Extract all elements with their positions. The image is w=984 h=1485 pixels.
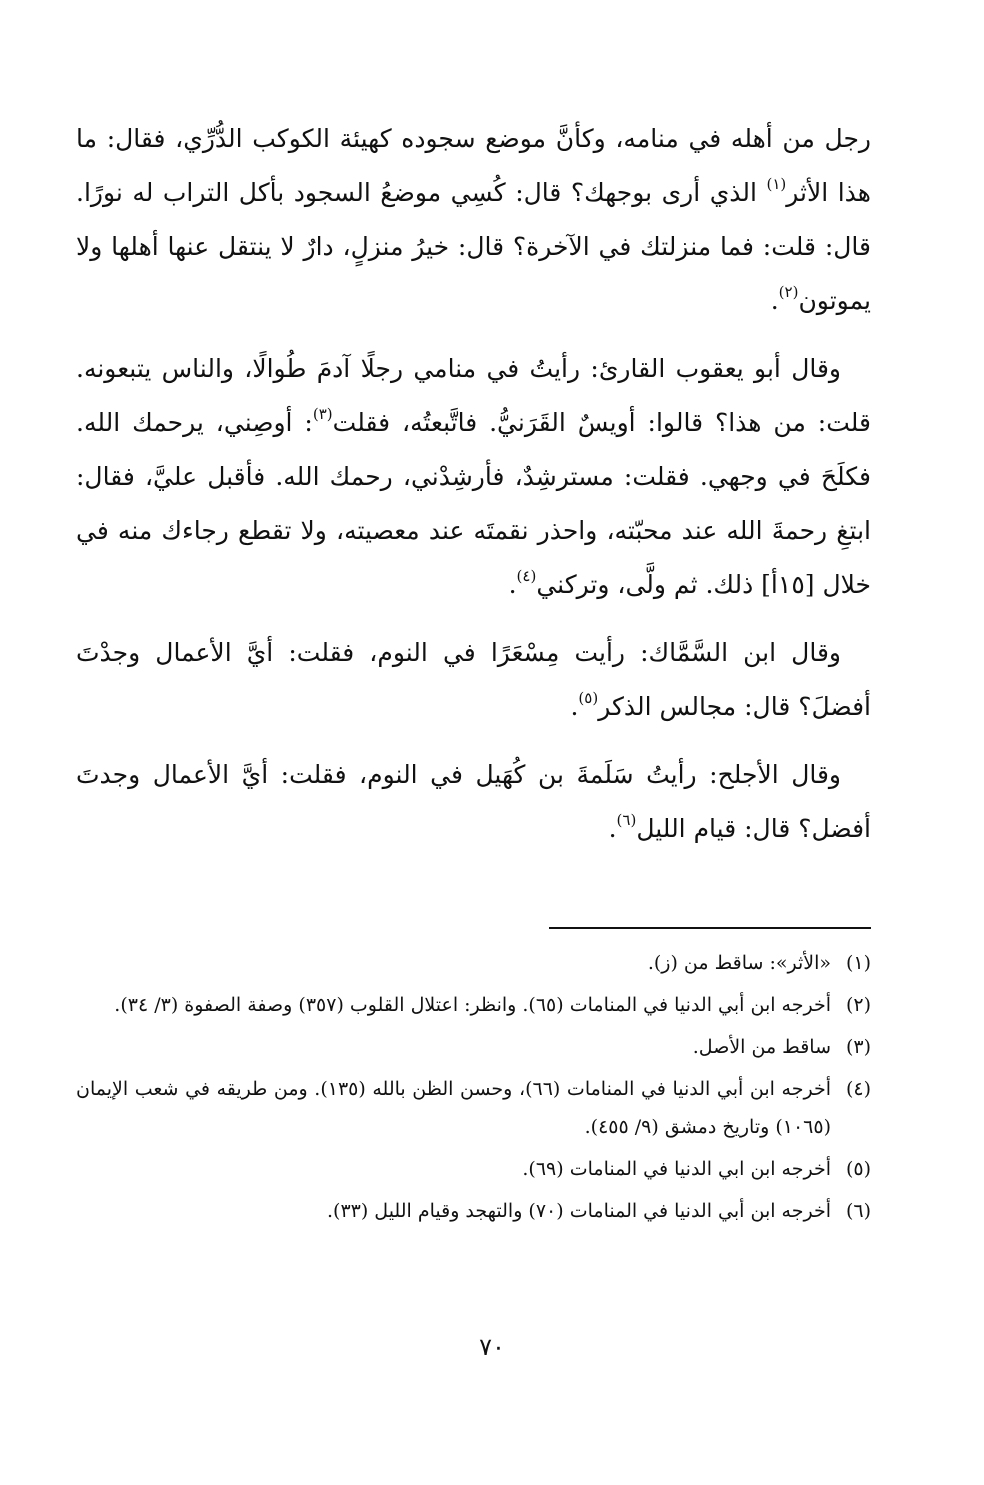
- footnote-number: (٢): [845, 994, 871, 1016]
- footnote-4: [76, 1070, 871, 1146]
- footnote-3: [76, 1028, 871, 1066]
- footnote-ref[interactable]: (١): [766, 175, 787, 193]
- footnote-divider: [549, 927, 871, 929]
- footnote-ref[interactable]: (٥): [578, 689, 599, 707]
- footnote-number: (٤): [845, 1078, 871, 1100]
- footnote-2: [76, 986, 871, 1024]
- paragraph-text: وقال ابن السَّمَّاك: رأيت مِسْعَرًا في النوم، فقلت: أيَّ الأعمال وجدْتَ أفضلَ؟ قال: مجالس الذكر: [76, 638, 871, 721]
- footnote-6: [76, 1192, 871, 1230]
- footnote-ref[interactable]: (٢): [778, 283, 799, 301]
- footnote-text: ساقط من الأصل.: [692, 1036, 831, 1058]
- paragraph-text: الذي أرى بوجهك؟ قال: كُسِي موضعُ السجود بأكل التراب له نورًا. قال: قلت: فما منزلتك في الآخرة؟ قال: خيرُ منزلٍ، دارٌ لا ينتقل عنها أهلها ولا يموتون: [76, 178, 871, 315]
- footnote-number: (٣): [845, 1036, 871, 1058]
- footnote-ref[interactable]: (٦): [616, 811, 637, 829]
- footnote-text: أخرجه ابن أبي الدنيا في المنامات (٧٠) والتهجد وقيام الليل (٣٣).: [326, 1200, 831, 1222]
- footnote-text: «الأثر»: ساقط من (ز).: [647, 952, 831, 974]
- paragraph-end: .: [508, 570, 517, 599]
- footnotes-list: [76, 944, 871, 1234]
- footnote-1: [76, 944, 871, 982]
- footnote-text: أخرجه ابن ابي الدنيا في المنامات (٦٩).: [522, 1158, 831, 1180]
- footnote-number: (٦): [845, 1200, 871, 1222]
- paragraph-3: [76, 626, 871, 734]
- paragraph-end: .: [608, 814, 617, 843]
- main-text: [76, 112, 871, 870]
- paragraph-1: [76, 112, 871, 328]
- footnote-number: (١): [845, 952, 871, 974]
- paragraph-2: [76, 342, 871, 612]
- footnote-ref[interactable]: (٤): [516, 567, 537, 585]
- page-number: ٧٠: [479, 1333, 505, 1361]
- paragraph-end: .: [570, 692, 579, 721]
- paragraph-4: [76, 748, 871, 856]
- footnote-text: أخرجه ابن أبي الدنيا في المنامات (٦٦)، وحسن الظن بالله (١٣٥). ومن طريقه في شعب الإيمان (١٠٦٥) وتاريخ دمشق (٩/ ٤٥٥).: [76, 1078, 831, 1138]
- paragraph-text: : أوصِني، يرحمك الله. فكلَحَ في وجهي. فقلت: مسترشِدٌ، فأرشِدْني، رحمك الله. فأقبل عليَّ، فقال: ابتغِ رحمةَ الله عند محبّته، واحذر نقمتَه عند معصيته، ولا تقطع رجاءك منه في خلال [١٥أ] ذلك. ثم ولَّى، وتركني: [76, 408, 871, 599]
- footnote-number: (٥): [845, 1158, 871, 1180]
- footnote-ref[interactable]: (٣): [312, 405, 333, 423]
- footnote-text: أخرجه ابن أبي الدنيا في المنامات (٦٥). وانظر: اعتلال القلوب (٣٥٧) وصفة الصفوة (٣/ ٣٤).: [114, 994, 831, 1016]
- footnote-5: [76, 1150, 871, 1188]
- paragraph-end: .: [770, 286, 779, 315]
- paragraph-text: رجل من أهله في منامه، وكأنَّ موضع سجوده كهيئة الكوكب الدُّرِّي، فقال: ما هذا الأثر: [76, 124, 871, 207]
- paragraph-text: وقال أبو يعقوب القارئ: رأيتُ في منامي رجلًا آدمَ طُوالًا، والناس يتبعونه. قلت: من هذا؟ قالوا: أويسٌ القَرَنيُّ. فاتَّبعتُه، فقلت: [76, 354, 871, 437]
- paragraph-text: وقال الأجلح: رأيتُ سَلَمةَ بن كُهَيل في النوم، فقلت: أيَّ الأعمال وجدتَ أفضل؟ قال: قيام الليل: [76, 760, 871, 843]
